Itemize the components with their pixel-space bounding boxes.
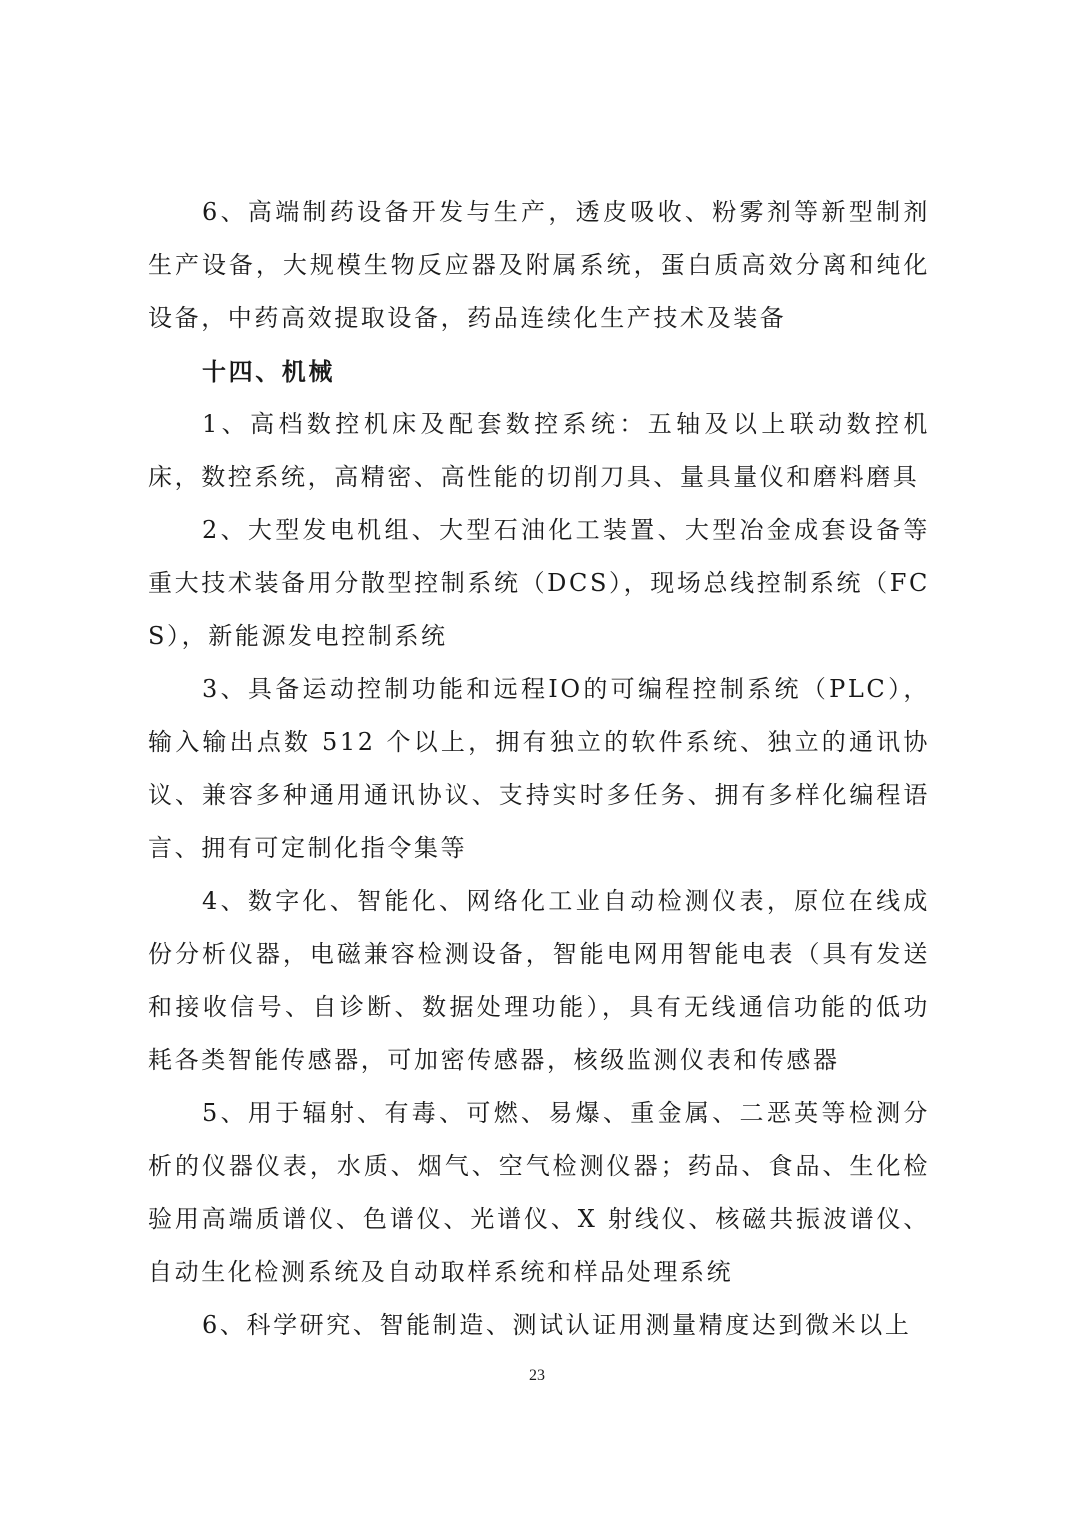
paragraph-pharma-equipment: 6、高端制药设备开发与生产，透皮吸收、粉雾剂等新型制剂生产设备，大规模生物反应器及附属系统，蛋白质高效分离和纯化设备，中药高效提取设备，药品连续化生产技术及装备 xyxy=(148,198,930,332)
paragraph-instruments-sensors: 4、数字化、智能化、网络化工业自动检测仪表，原位在线成份分析仪器，电磁兼容检测设备，智能电网用智能电表（具有发送和接收信号、自诊断、数据处理功能），具有无线通信功能的低功耗各类智能传感器，可加密传感器，核级监测仪表和传感器 xyxy=(148,887,930,1074)
paragraph-dcs-fcs: 2、大型发电机组、大型石油化工装置、大型冶金成套设备等重大技术装备用分散型控制系统（DCS），现场总线控制系统（FCS），新能源发电控制系统 xyxy=(148,516,930,650)
paragraph-measurement-precision: 6、科学研究、智能制造、测试认证用测量精度达到微米以上 xyxy=(202,1311,912,1339)
paragraph-detection-analyzers: 5、用于辐射、有毒、可燃、易爆、重金属、二恶英等检测分析的仪器仪表，水质、烟气、空气检测仪器；药品、食品、生化检验用高端质谱仪、色谱仪、光谱仪、X 射线仪、核磁共振波谱仪、自动生化检测系统及自动取样系统和样品处理系统 xyxy=(148,1099,930,1286)
page-number: 23 xyxy=(529,1367,545,1384)
section-heading-machinery: 十四、机械 xyxy=(202,357,335,386)
paragraph-plc: 3、具备运动控制功能和远程IO的可编程控制系统（PLC），输入输出点数 512 个以上，拥有独立的软件系统、独立的通讯协议、兼容多种通用通讯协议、支持实时多任务、拥有多样化编程语言、拥有可定制化指令集等 xyxy=(148,675,930,862)
body-text xyxy=(148,186,930,1352)
paragraph-cnc-machine-tools: 1、高档数控机床及配套数控系统：五轴及以上联动数控机床，数控系统，高精密、高性能的切削刀具、量具量仪和磨料磨具 xyxy=(148,410,930,491)
